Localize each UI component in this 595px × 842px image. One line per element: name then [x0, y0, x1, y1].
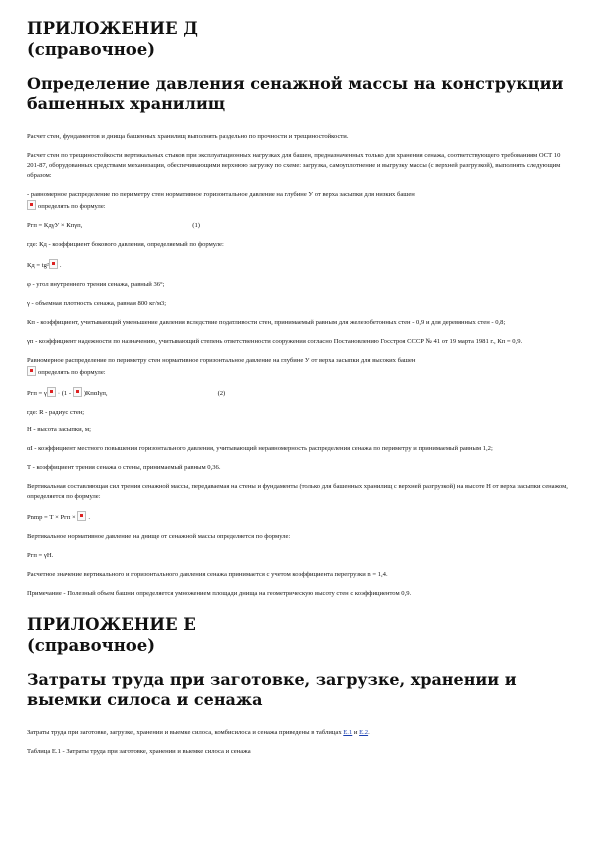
- broken-image-icon: [27, 200, 36, 210]
- paragraph: αI - коэффициент местного повышения горизонтального давления, учитывающий неравномерность распределения сенажа по периметру и принимаемый равным 1,2;: [27, 445, 493, 452]
- appendix-d-subtitle: (справочное): [27, 40, 156, 59]
- formula-number: (2): [217, 390, 226, 397]
- paragraph: Н - высота засыпки, м;: [27, 426, 91, 433]
- formula-1: [27, 221, 568, 231]
- table-e1-link[interactable]: Е.1: [343, 729, 353, 736]
- document-content: [27, 18, 568, 766]
- appendix-d-title: ПРИЛОЖЕНИЕ Д: [27, 19, 198, 38]
- paragraph: где: R - радиус стен;: [27, 409, 85, 416]
- paragraph: Вертикальная составляющая сил трения сенажной массы, передаваемая на стены и фундаменты (только для башенных хранилищ с верхней разгрузкой) на высоте Н от верха засыпки сенажом, определяется по формуле:: [27, 483, 568, 500]
- appendix-d-heading: Определение давления сенажной массы на конструкции башенных хранилищ: [27, 74, 564, 113]
- paragraph: Расчет стен по трещиностойкости вертикальных стыков при эксплуатационных нагрузках для башен, предназначенных только для хранения сенажа, соответствующего требованиям ОСТ 10 201-87, оборудованных средствами механизации, обеспечивающими верхнюю загрузку по схеме: загрузка, самоуплотнение и выгрузку массы (с верхней разгрузкой), выполнять следующим образом:: [27, 152, 561, 179]
- appendix-e-title: ПРИЛОЖЕНИЕ Е: [27, 615, 196, 634]
- paragraph: Расчетное значение вертикального и горизонтального давления сенажа принимается с учетом коэффициента перегрузки n = 1,4.: [27, 571, 388, 578]
- formula-2: Кд = tg² .: [27, 259, 568, 271]
- paragraph: γп - коэффициент надежности по назначению, учитывающий степень ответственности сооружения согласно Постановлению Госстроя СССР № 41 от 19 марта 1981 г., Кп = 0,9.: [27, 338, 523, 345]
- paragraph: Затраты труда при заготовке, загрузке, хранении и выемке силоса, комбисилоса и сенажа приведены в таблицах Е.1 и Е.2.: [27, 729, 370, 736]
- paragraph: Т - коэффициент трения сенажа о стены, принимаемый равным 0,36.: [27, 464, 221, 471]
- paragraph-text: определять по формуле:: [38, 203, 106, 210]
- paragraph-text: Затраты труда при заготовке, загрузке, хранении и выемке силоса, комбисилоса и сенажа приведены в таблицах: [27, 729, 342, 736]
- paragraph: γ - объемная плотность сенажа, равная 800 кг/м3;: [27, 300, 167, 307]
- broken-image-icon: [73, 387, 82, 397]
- table-caption: Таблица Е.1 - Затраты труда при заготовке, хранении и выемке силоса и сенажа: [27, 748, 251, 755]
- paragraph-text: и: [353, 729, 358, 736]
- paragraph: φ - угол внутреннего трения сенажа, равный 36°;: [27, 281, 165, 288]
- formula-text: · (1 -: [57, 390, 72, 397]
- note: Примечание - Полезный объем башни определяется умножением площади днища на геометрическую высоту стен с коэффициентом 0,9.: [27, 590, 412, 597]
- broken-image-icon: [27, 366, 36, 376]
- formula-5: Pгп = γН.: [27, 552, 54, 559]
- formula-text: Pnmp = Т × Pгп ×: [27, 514, 76, 521]
- formula-3: [27, 387, 568, 399]
- formula-number: (1): [192, 222, 200, 229]
- formula-text: Pгп = КдγУ × Кпγп,: [27, 222, 83, 229]
- paragraph: [27, 356, 568, 378]
- broken-image-icon: [49, 259, 58, 269]
- broken-image-icon: [77, 511, 86, 521]
- formula-text: Pгп = γ: [27, 390, 47, 397]
- paragraph-text: - равномерное распределение по периметру стен нормативное горизонтальное давление на глубине У от верха засыпки для низких башен: [27, 191, 415, 198]
- paragraph: Расчет стен, фундаментов и днища башенных хранилищ выполнять раздельно по прочности и трещиностойкости.: [27, 133, 349, 140]
- formula-4: Pnmp = Т × Pгп × .: [27, 511, 568, 523]
- paragraph: где: Кд - коэффициент бокового давления, определяемый по формуле:: [27, 241, 224, 248]
- paragraph: [27, 190, 568, 212]
- formula-text: )КпαIγп,: [83, 390, 108, 397]
- paragraph-text: Равномерное распределение по периметру стен нормативное горизонтальное давление на глубине У от верха засыпки для высоких башен: [27, 357, 416, 364]
- paragraph: Кп - коэффициент, учитывающий уменьшение давления вследствие податливости стен, принимаемый равным для железобетонных стен - 0,9 и для деревянных стен - 0,8;: [27, 319, 506, 326]
- table-e2-link[interactable]: Е.2: [359, 729, 369, 736]
- paragraph-text: определять по формуле:: [38, 369, 106, 376]
- paragraph: Вертикальное нормативное давление на днище от сенажной массы определяется по формуле:: [27, 533, 291, 540]
- formula-text: Кд = tg²: [27, 262, 49, 269]
- appendix-e-heading: Затраты труда при заготовке, загрузке, хранении и выемки силоса и сенажа: [27, 670, 517, 709]
- appendix-e-subtitle: (справочное): [27, 636, 156, 655]
- broken-image-icon: [47, 387, 56, 397]
